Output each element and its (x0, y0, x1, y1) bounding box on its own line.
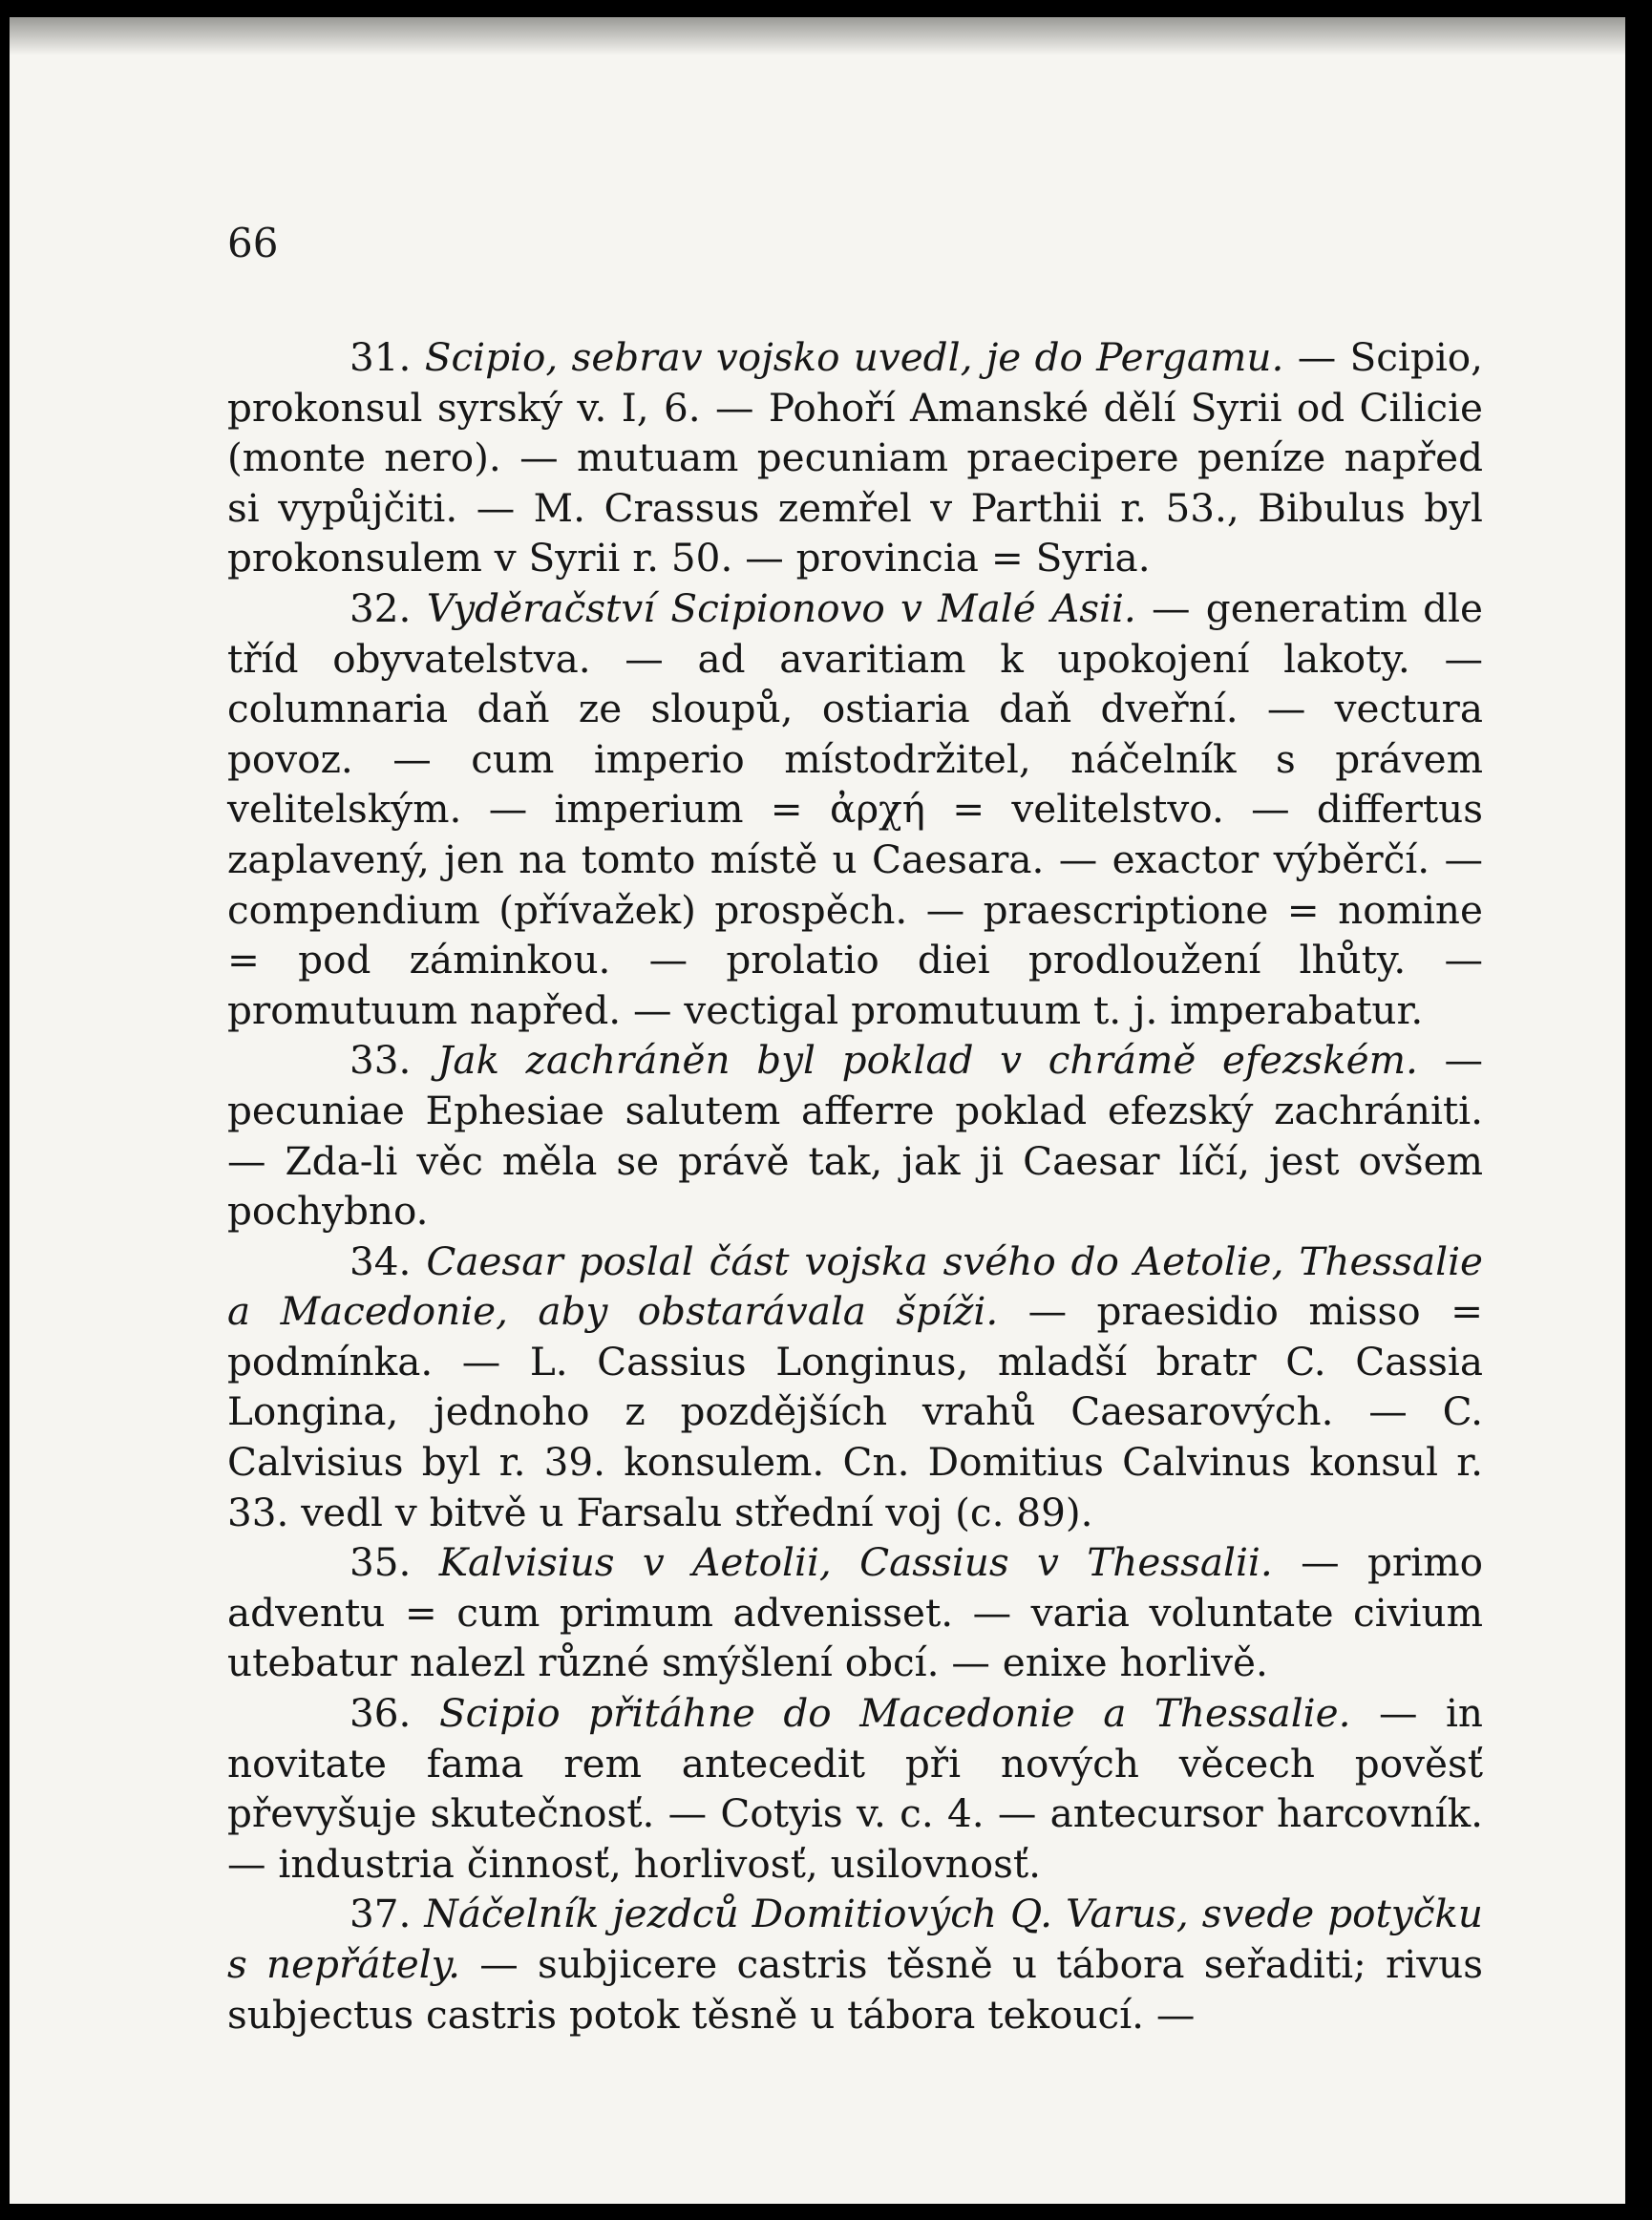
entry-body: — primo adventu = cum primum advenisset. — varia voluntate civium utebatur nalezl různé smýšlení obcí. — enixe horlivě. (227, 1539, 1484, 1686)
entry-32 (227, 583, 1483, 1035)
page-number: 66 (227, 220, 279, 266)
entry-heading: Náčelník jezdců Domitiových Q. Varus, svede potyčku s nepřátely. (227, 1891, 1483, 1987)
entry-heading: Jak zachráněn byl poklad v chrámě efezském. (437, 1037, 1418, 1084)
entry-36 (227, 1688, 1483, 1889)
entry-heading: Scipio, sebrav vojsko uvedl, je do Pergamu. (424, 334, 1284, 380)
entry-34 (227, 1237, 1483, 1538)
book-page (10, 17, 1625, 2204)
entry-heading: Caesar poslal část vojska svého do Aetolie, Thessalie a Macedonie, aby obstarávala špíži. (227, 1237, 1484, 1335)
entry-number: 34. (349, 1237, 412, 1284)
entry-body: — Scipio, prokonsul syrský v. I, 6. — Pohoří Amanské dělí Syrii od Cilicie (monte nero). — mutuam pecuniam praecipere peníze napřed si vypůjčiti. — M. Crassus zemřel v Parthii r. 53., Bibulus byl prokonsulem v Syrii r. 50. — provincia = Syria. (227, 334, 1484, 581)
entry-number: 32. (349, 584, 412, 631)
entry-number: 35. (349, 1539, 412, 1586)
entry-heading: Vyděračství Scipionovo v Malé Asii. (426, 584, 1136, 631)
scan-shadow (10, 17, 1625, 55)
entry-body: — in novitate fama rem antecedit při nových věcech pověsť převyšuje skutečnosť. — Cotyis v. c. 4. — antecursor harcovník. — industria činnosť, horlivosť, usilovnosť. (227, 1690, 1484, 1887)
entry-number: 31. (349, 334, 412, 380)
entry-number: 36. (349, 1690, 412, 1737)
entry-heading: Kalvisius v Aetolii, Cassius v Thessalii. (438, 1539, 1273, 1586)
entry-body: — praesidio misso = podmínka. — L. Cassius Longinus, mladší bratr C. Cassia Longina, jednoho z pozdějších vrahů Caesarových. — C. Calvisius byl r. 39. konsulem. Cn. Domitius Calvinus konsul r. 33. vedl v bitvě u Farsalu střední voj (c. 89). (227, 1288, 1483, 1535)
entry-35 (227, 1537, 1483, 1688)
entry-number: 33. (349, 1037, 412, 1084)
entry-body: — subjicere castris těsně u tábora seřaditi; rivus subjectus castris potok těsně u tábora tekoucí. — (227, 1941, 1484, 2038)
entry-33 (227, 1035, 1483, 1236)
entry-31 (227, 332, 1483, 583)
entry-37 (227, 1889, 1483, 2040)
entry-body: — generatim dle tříd obyvatelstva. — ad avaritiam k upokojení lakoty. — columnaria daň ze sloupů, ostiaria daň dveřní. — vectura povoz. — cum imperio místodržitel, náčelník s právem velitelským. — imperium = ἀρχή = velitelstvo. — differtus zaplavený, jen na tomto místě u Caesara. — exactor výběrčí. — compendium (přívažek) prospěch. — praescriptione = nomine = pod záminkou. — prolatio diei prodloužení lhůty. — promutuum napřed. — vectigal promutuum t. j. imperabatur. (227, 584, 1483, 1033)
entry-number: 37. (349, 1891, 412, 1937)
entry-body: — pecuniae Ephesiae salutem afferre poklad efezský zachrániti. — Zda-li věc měla se právě tak, jak ji Caesar líčí, jest ovšem pochybno. (227, 1037, 1484, 1235)
entry-heading: Scipio přitáhne do Macedonie a Thessalie. (438, 1690, 1351, 1737)
commentary-text (227, 332, 1483, 2040)
